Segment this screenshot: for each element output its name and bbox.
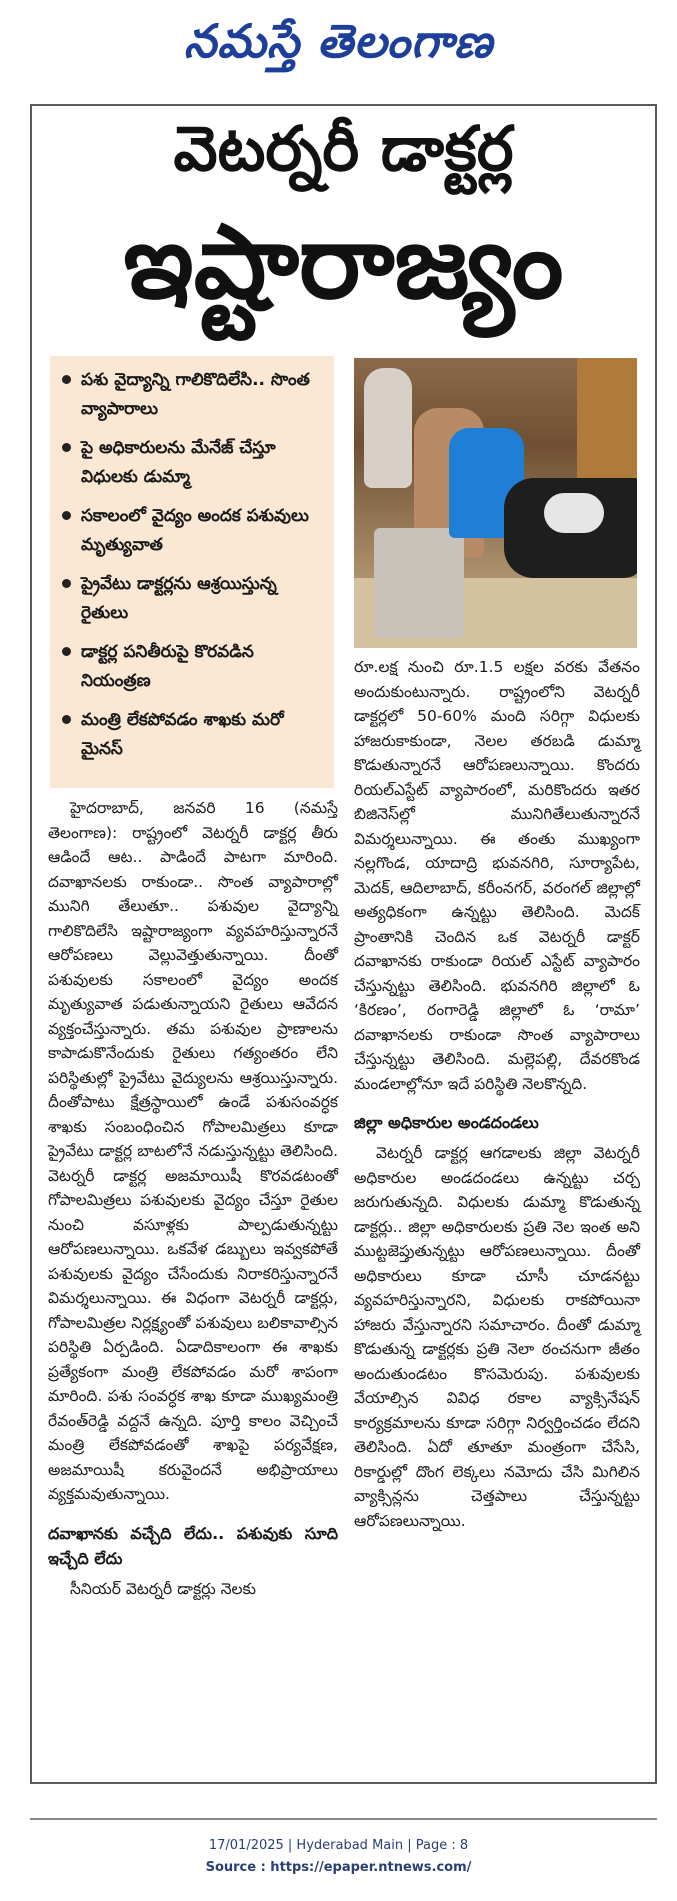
highlight-text: డాక్టర్ల పనితీరుపై కొరవడిన నియంత్రణ bbox=[81, 642, 254, 691]
highlight-item bbox=[60, 638, 324, 696]
highlight-text: మంత్రి లేకపోవడం శాఖకు మరో మైనస్ bbox=[81, 710, 284, 759]
masthead-logo: నమస్తే తెలంగాణ bbox=[183, 14, 494, 68]
bullet-icon bbox=[62, 647, 71, 656]
article-paragraph: సీనియర్‌ వెటర్నరీ డాక్టర్లు నెలకు bbox=[70, 1579, 256, 1598]
article-subheading: జిల్లా అధికారుల అండదండలు bbox=[354, 1113, 539, 1132]
article-photo bbox=[354, 358, 637, 648]
bullet-icon bbox=[62, 443, 71, 452]
highlight-text: సకాలంలో వైద్యం అందక పశువులు మృత్యువాత bbox=[81, 506, 309, 555]
photo-cow-spot bbox=[544, 493, 604, 533]
article-column-left bbox=[48, 796, 338, 1601]
highlight-item bbox=[60, 570, 324, 628]
article-paragraph: హైదరాబాద్‌, జనవరి 16 (నమస్తే తెలంగాణ): రాష్ట్రంలో వెటర్నరీ డాక్టర్ల తీరు ఆడిందే ఆట.. పాడిందే పాటగా మారింది. దవాఖానలకు రాకుండా.. సొంత వ్యాపారాల్లో మునిగి తేలుతూ.. పశువుల వైద్యాన్ని గాలికొదిలేసి ఇష్టారాజ్యంగా వ్యవహరిస్తున్నారనే ఆరోపణలు వెల్లువెత్తుతున్నాయి. దీంతో పశువులకు సకాలంలో వైద్యం అందక మృత్యువాత పడుతున్నాయని రైతులు ఆవేదన వ్యక్తంచేస్తున్నారు. తమ పశువుల ప్రాణాలను కాపాడుకొనేందుకు రైతులు గత్యంతరం లేని పరిస్థితుల్లో ప్రైవేటు వైద్యులను ఆశ్రయిస్తున్నారు. దీంతోపాటు క్షేత్రస్థాయిలో ఉండే పశుసంవర్ధక శాఖకు సంబంధించిన గోపాలమిత్రలు కూడా ప్రైవేటు డాక్టర్ల బాటలోనే నడుస్తున్నట్టు తెలిసింది. వెటర్నరీ డాక్టర్ల అజమాయిషీ కొరవడటంతో గోపాలమిత్రలు పశువులకు వైద్యం చేస్తూ రైతుల నుంచి వసూళ్లకు పాల్పడుతున్నట్టు ఆరోపణలున్నాయి. ఒకవేళ డబ్బులు ఇవ్వకపోతే పశువులకు వైద్యం చేసేందుకు నిరాకరిస్తున్నారనే విమర్శలున్నాయి. ఈ విధంగా వెటర్నరీ డాక్టర్లు, గోపాలమిత్రల నిర్లక్ష్యంతో పశువులు బలికావాల్సిన పరిస్థితి ఏర్పడింది. ఏడాదికాలంగా ఈ శాఖకు ప్రత్యేకంగా మంత్రి లేకపోవడం మరో శాపంగా మారింది. పశు సంవర్ధక శాఖ కూడా ముఖ్యమంత్రి రేవంత్‌రెడ్డి వద్దనే ఉన్నది. పూర్తి కాలం వెచ్చించే మంత్రి లేకపోవడంతో శాఖపై పర్యవేక్షణ, అజమాయిషీ కరువైందనే అభిప్రాయాలు వ్యక్తమవుతున్నాయి. bbox=[48, 799, 338, 1503]
highlight-text: ప్రైవేటు డాక్టర్లను ఆశ్రయిస్తున్న రైతులు bbox=[81, 574, 277, 623]
article-column-right bbox=[354, 655, 640, 1533]
highlight-text: పశు వైద్యాన్ని గాలికొదిలేసి.. సొంత వ్యాపారాలు bbox=[81, 370, 310, 419]
photo-person-standing bbox=[364, 368, 412, 488]
highlight-item bbox=[60, 366, 324, 424]
masthead bbox=[0, 0, 677, 92]
bullet-icon bbox=[62, 715, 71, 724]
highlight-text: పై అధికారులను మేనేజ్ చేస్తూ విధులకు డుమ్మా bbox=[81, 438, 276, 487]
article-subheading: దవాఖానకు వచ్చేది లేదు.. పశువుకు సూది ఇచ్చేది లేదు bbox=[48, 1523, 338, 1568]
highlight-item bbox=[60, 502, 324, 560]
bullet-icon bbox=[62, 511, 71, 520]
headline-line-2: ఇష్టారాజ్యం bbox=[123, 203, 564, 322]
footer-dateline: 17/01/2025 | Hyderabad Main | Page : 8 bbox=[208, 1838, 469, 1853]
highlights-box bbox=[50, 356, 334, 788]
footer-source: Source : https://epaper.ntnews.com/ bbox=[205, 1860, 472, 1875]
headline-line-1: వెటర్నరీ డాక్టర్ల bbox=[173, 112, 514, 185]
article-paragraph: వెటర్నరీ డాక్టర్ల ఆగడాలకు జిల్లా వెటర్నరీ అధికారుల అండదండలు ఉన్నట్టు చర్చ జరుగుతున్నది. విధులకు డుమ్మా కొడుతున్న డాక్టర్లు.. జిల్లా అధికారులకు ప్రతి నెల ఇంత అని ముట్టజెప్తుతున్నట్టు ఆరోపణలున్నాయి. దీంతో అధికారులు కూడా చూసీ చూడనట్టు వ్యవహరిస్తున్నారని, విధులకు రాకపోయినా హాజరు వేస్తున్నారని సమాచారం. దీంతో డుమ్మా కొడుతున్న డాక్టర్లకు ప్రతి నెలా ఠంచనుగా జీతం అందుతుండటం కొసమెరుపు. పశువులకు వేయాల్సిన వివిధ రకాల వ్యాక్సినేషన్‌ కార్యక్రమాలను కూడా సరిగ్గా నిర్వర్తించడం లేదని తెలిసింది. ఏదో తూతూ మంత్రంగా చేసేసి, రికార్డుల్లో దొంగ లెక్కలు నమోదు చేసి మిగిలిన వ్యాక్సిన్లను చెత్తపాలు చేస్తున్నట్టు ఆరోపణలున్నాయి. bbox=[354, 1144, 640, 1530]
bullet-icon bbox=[62, 579, 71, 588]
photo-person-legs bbox=[374, 528, 464, 638]
footer-divider bbox=[30, 1818, 657, 1820]
highlight-item bbox=[60, 434, 324, 492]
bullet-icon bbox=[62, 375, 71, 384]
highlight-item bbox=[60, 706, 324, 764]
article-paragraph: రూ.లక్ష నుంచి రూ.1.5 లక్షల వరకు వేతనం అందుకుంటున్నారు. రాష్ట్రంలోని వెటర్నరీ డాక్టర్లలో 50-60% మంది సరిగ్గా విధులకు హాజరుకాకుండా, నెలల తరబడి డుమ్మా కొడుతున్నారనే ఆరోపణలున్నాయి. కొందరు రియల్‌ఎస్టేట్‌ వ్యాపారంలో, మరికొందరు ఇతర బిజినెస్‌ల్లో మునిగితేలుతున్నారనే విమర్శలున్నాయి. ఈ తంతు ముఖ్యంగా నల్లగొండ, యాదాద్రి భువనగిరి, సూర్యాపేట, మెదక్‌, ఆదిలాబాద్‌, కరీంనగర్‌, వరంగల్‌ జిల్లాల్లో అత్యధికంగా ఉన్నట్టు తెలిసింది. మెదక్‌ ప్రాంతానికి చెందిన ఒక వెటర్నరీ డాక్టర్‌ దవాఖానకు రాకుండా రియల్‌ ఎస్టేట్‌ వ్యాపారం చేస్తున్నట్టు తెలిసింది. భువనగిరి జిల్లాలో ఓ ‘కిరణం’, రంగారెడ్డి జిల్లాలో ఓ ‘రామా’ దవాఖానలకు రాకుండా సొంత వ్యాపారాలు చేస్తున్నట్టు తెలిసింది. మల్లెపల్లి, దేవరకొండ మండలాల్లోనూ ఇదే పరిస్థితి నెలకొన్నది. bbox=[354, 658, 640, 1093]
